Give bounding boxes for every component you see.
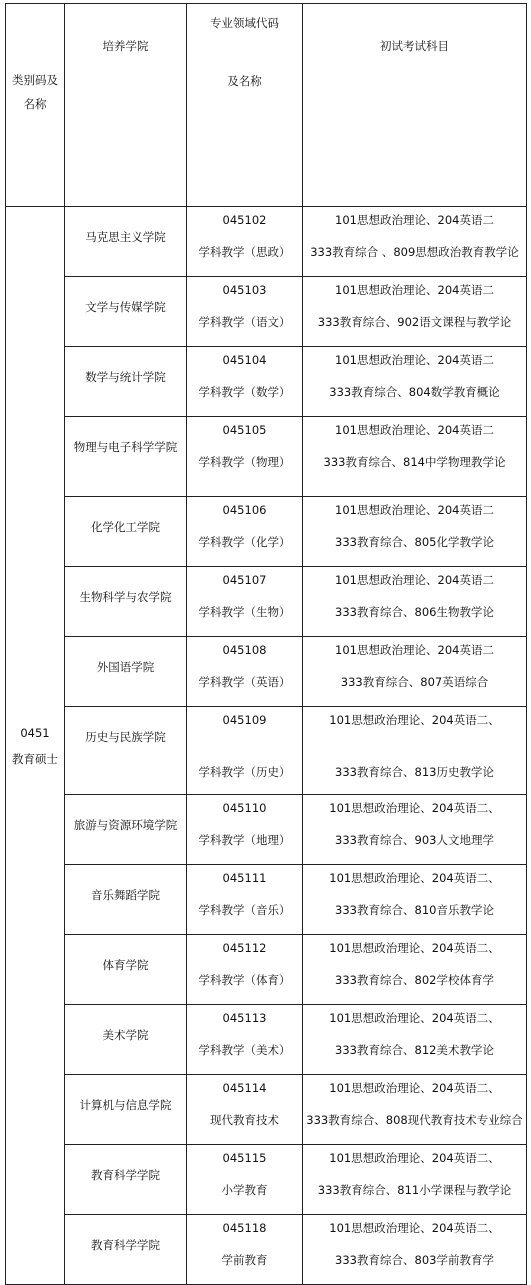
field-code: 045113: [222, 1011, 267, 1025]
field-code: 045103: [222, 283, 267, 297]
college-cell: [65, 417, 187, 497]
college-cell: [65, 567, 187, 637]
subjects-line2: 333教育综合、808现代教育技术专业综合: [306, 1113, 523, 1127]
college-name: 美术学院: [102, 1028, 149, 1042]
field-name: 学科教学（物理）: [198, 455, 291, 469]
table-row: [6, 567, 527, 637]
table-row: [6, 707, 527, 795]
subjects-cell: [303, 865, 527, 935]
college-name: 化学化工学院: [91, 520, 160, 534]
field-name: 学科教学（语文）: [198, 315, 291, 329]
college-name: 文学与传媒学院: [85, 300, 166, 314]
college-name: 音乐舞蹈学院: [91, 888, 160, 902]
table-row: [6, 277, 527, 347]
field-code-cell: [187, 935, 303, 1005]
subjects-line2: 333教育综合、804数学教育概论: [329, 385, 500, 399]
subjects-cell: [303, 417, 527, 497]
college-cell: [65, 497, 187, 567]
college-cell: [65, 935, 187, 1005]
college-cell: [65, 795, 187, 865]
college-cell: [65, 865, 187, 935]
field-code-cell: [187, 347, 303, 417]
table-row: [6, 1215, 527, 1285]
field-code-cell: [187, 1075, 303, 1145]
subjects-line1: 101思想政治理论、204英语二、: [329, 1151, 500, 1165]
field-code: 045107: [222, 573, 267, 587]
field-code: 045110: [222, 801, 267, 815]
field-code: 045112: [222, 941, 267, 955]
college-cell: [65, 277, 187, 347]
header-category-line1: 类别码及: [12, 73, 58, 87]
subjects-line1: 101思想政治理论、204英语二、: [329, 871, 500, 885]
college-name: 教育科学学院: [91, 1238, 160, 1252]
category-cell: [6, 207, 65, 1285]
header-field-code: [187, 4, 303, 207]
field-code-cell: [187, 1215, 303, 1285]
field-code-cell: [187, 1005, 303, 1075]
field-name: 小学教育: [221, 1183, 268, 1197]
college-cell: [65, 637, 187, 707]
field-code-cell: [187, 707, 303, 795]
subjects-line2: 333教育综合、807英语综合: [340, 675, 489, 689]
subjects-line2: 333教育综合、802学校体育学: [335, 973, 494, 987]
admissions-table: [5, 3, 527, 1285]
field-name: 学科教学（生物）: [198, 605, 291, 619]
college-cell: [65, 207, 187, 277]
table-row: [6, 1075, 527, 1145]
header-subjects: 初试考试科目: [303, 4, 527, 207]
subjects-line2: 333教育综合 、809思想政治教育教学论: [310, 245, 519, 259]
field-code: 045108: [222, 643, 267, 657]
field-code: 045115: [222, 1151, 267, 1165]
header-row: [6, 4, 527, 207]
subjects-line1: 101思想政治理论、204英语二: [335, 573, 494, 587]
college-name: 历史与民族学院: [85, 730, 166, 744]
field-code-cell: [187, 865, 303, 935]
subjects-line2: 333教育综合、806生物教学论: [335, 605, 494, 619]
field-name: 学科教学（化学）: [198, 535, 291, 549]
college-name: 马克思主义学院: [85, 230, 166, 244]
subjects-cell: [303, 707, 527, 795]
field-name: 学科教学（数学）: [198, 385, 291, 399]
subjects-cell: [303, 277, 527, 347]
field-code: 045106: [222, 503, 267, 517]
field-code-cell: [187, 207, 303, 277]
subjects-cell: [303, 497, 527, 567]
table-row: [6, 637, 527, 707]
college-cell: [65, 347, 187, 417]
subjects-cell: [303, 567, 527, 637]
subjects-cell: [303, 637, 527, 707]
subjects-line2: 333教育综合、812美术教学论: [335, 1043, 494, 1057]
field-code: 045105: [222, 423, 267, 437]
subjects-line2: 333教育综合、902语文课程与教学论: [317, 315, 512, 329]
field-name: 学科教学（地理）: [198, 833, 291, 847]
table-row: [6, 417, 527, 497]
table-row: [6, 1145, 527, 1215]
college-cell: [65, 707, 187, 795]
subjects-line2: 333教育综合、814中学物理教学论: [323, 455, 506, 469]
subjects-cell: [303, 347, 527, 417]
table-row: [6, 497, 527, 567]
college-cell: [65, 1145, 187, 1215]
table-row: [6, 347, 527, 417]
field-name: 学科教学（思政）: [198, 245, 291, 259]
field-name: 学科教学（美术）: [198, 1043, 291, 1057]
field-code-cell: [187, 417, 303, 497]
college-name: 数学与统计学院: [85, 370, 166, 384]
field-code-cell: [187, 567, 303, 637]
subjects-line2: 333教育综合、903人文地理学: [335, 833, 494, 847]
subjects-line1: 101思想政治理论、204英语二: [335, 283, 494, 297]
field-name: 学科教学（英语）: [198, 675, 291, 689]
table-row: [6, 865, 527, 935]
college-name: 物理与电子科学学院: [73, 440, 178, 454]
field-code-cell: [187, 497, 303, 567]
subjects-cell: [303, 1145, 527, 1215]
subjects-line1: 101思想政治理论、204英语二: [335, 423, 494, 437]
subjects-cell: [303, 1005, 527, 1075]
subjects-line1: 101思想政治理论、204英语二: [335, 643, 494, 657]
field-code: 045102: [222, 213, 267, 227]
subjects-cell: [303, 1215, 527, 1285]
category-name: 教育硕士: [12, 751, 58, 766]
college-name: 教育科学学院: [91, 1168, 160, 1182]
subjects-line1: 101思想政治理论、204英语二、: [329, 1221, 500, 1235]
table-row: [6, 1005, 527, 1075]
field-code-cell: [187, 277, 303, 347]
college-cell: [65, 1005, 187, 1075]
field-code: 045114: [222, 1081, 267, 1095]
field-name: 学科教学（体育）: [198, 973, 291, 987]
table-row: [6, 935, 527, 1005]
field-code-cell: [187, 795, 303, 865]
college-cell: [65, 1075, 187, 1145]
subjects-line1: 101思想政治理论、204英语二: [335, 353, 494, 367]
field-name: 学科教学（历史）: [198, 765, 291, 779]
category-code: 0451: [20, 725, 50, 740]
subjects-line1: 101思想政治理论、204英语二: [335, 213, 494, 227]
subjects-line1: 101思想政治理论、204英语二、: [329, 1011, 500, 1025]
subjects-line2: 333教育综合、805化学教学论: [335, 535, 494, 549]
field-code: 045118: [222, 1221, 267, 1235]
field-code-cell: [187, 1145, 303, 1215]
subjects-line1: 101思想政治理论、204英语二、: [329, 713, 500, 727]
subjects-line1: 101思想政治理论、204英语二、: [329, 941, 500, 955]
subjects-line1: 101思想政治理论、204英语二、: [329, 1081, 500, 1095]
header-category: [6, 4, 65, 207]
table-row: [6, 207, 527, 277]
subjects-cell: [303, 1075, 527, 1145]
subjects-line1: 101思想政治理论、204英语二、: [329, 801, 500, 815]
header-field-code-line2: 及名称: [227, 74, 262, 88]
header-college: 培养学院: [65, 4, 187, 207]
header-field-code-line1: 专业领域代码: [210, 16, 279, 30]
college-name: 生物科学与农学院: [79, 590, 172, 604]
field-name: 学前教育: [221, 1253, 268, 1267]
field-code: 045104: [222, 353, 267, 367]
subjects-cell: [303, 795, 527, 865]
subjects-line2: 333教育综合、811小学课程与教学论: [317, 1183, 512, 1197]
subjects-line1: 101思想政治理论、204英语二: [335, 503, 494, 517]
subjects-line2: 333教育综合、810音乐教学论: [335, 903, 494, 917]
college-name: 外国语学院: [96, 660, 155, 674]
college-name: 计算机与信息学院: [79, 1098, 172, 1112]
field-code: 045111: [222, 871, 267, 885]
table-row: [6, 795, 527, 865]
college-cell: [65, 1215, 187, 1285]
field-name: 学科教学（音乐）: [198, 903, 291, 917]
subjects-cell: [303, 207, 527, 277]
subjects-cell: [303, 935, 527, 1005]
header-category-line2: 名称: [23, 97, 47, 111]
field-code: 045109: [222, 713, 267, 727]
subjects-line2: 333教育综合、813历史教学论: [335, 765, 494, 779]
subjects-line2: 333教育综合、803学前教育学: [335, 1253, 494, 1267]
field-code-cell: [187, 637, 303, 707]
college-name: 旅游与资源环境学院: [73, 818, 178, 832]
college-name: 体育学院: [102, 958, 149, 972]
field-name: 现代教育技术: [210, 1113, 279, 1127]
